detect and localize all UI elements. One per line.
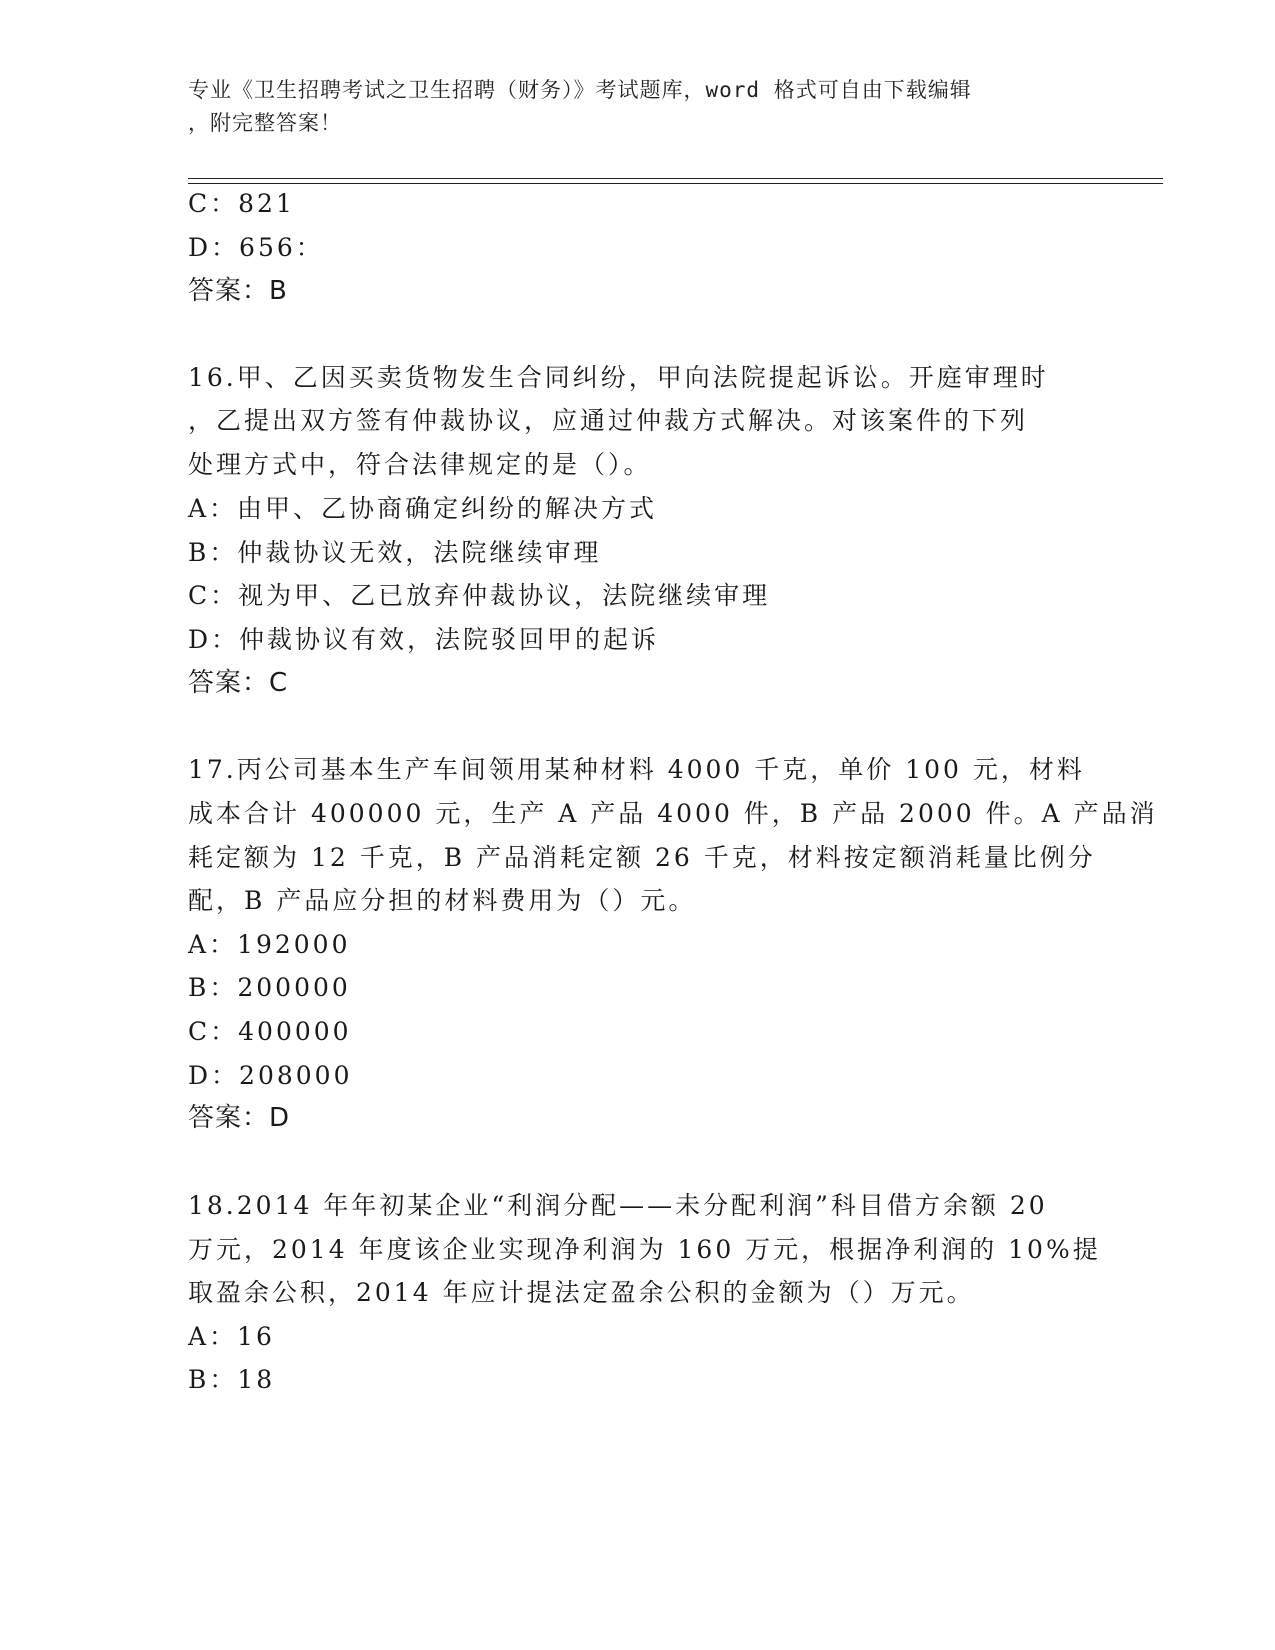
q16-stem-line-3: 处理方式中，符合法律规定的是（）。 <box>188 450 652 479</box>
prev-option-c: C：821 <box>188 189 295 218</box>
q18-stem-line-1: 18.2014 年年初某企业“利润分配——未分配利润”科目借方余额 20 <box>188 1191 1048 1220</box>
q16-stem-line-2: ，乙提出双方签有仲裁协议，应通过仲裁方式解决。对该案件的下列 <box>188 406 1029 435</box>
q17-stem-line-4: 配，B 产品应分担的材料费用为（）元。 <box>188 886 697 915</box>
q17-stem-line-1: 17.丙公司基本生产车间领用某种材料 4000 千克，单价 100 元，材料 <box>188 755 1085 784</box>
document-header <box>188 74 1088 140</box>
q18-stem-line-3: 取盈余公积，2014 年应计提法定盈余公积的金额为（）万元。 <box>188 1278 975 1307</box>
prev-answer: 答案：B <box>188 276 288 306</box>
q18-option-b: B：18 <box>188 1365 276 1394</box>
q17-option-b: B：200000 <box>188 973 351 1002</box>
q16-option-d: D：仲裁协议有效，法院驳回甲的起诉 <box>188 625 660 654</box>
q18-option-a: A：16 <box>188 1322 275 1351</box>
q17-answer: 答案：D <box>188 1103 291 1133</box>
q16-option-a: A：由甲、乙协商确定纠纷的解决方式 <box>188 494 658 523</box>
q17-stem-line-3: 耗定额为 12 千克，B 产品消耗定额 26 千克，材料按定额消耗量比例分 <box>188 843 1096 872</box>
q18-stem-line-2: 万元，2014 年度该企业实现净利润为 160 万元，根据净利润的 10%提 <box>188 1235 1101 1264</box>
q16-answer: 答案：C <box>188 668 289 698</box>
header-divider-bottom <box>188 183 1163 184</box>
q16-stem-line-1: 16.甲、乙因买卖货物发生合同纠纷，甲向法院提起诉讼。开庭审理时 <box>188 363 1049 392</box>
header-title-line-1: 专业《卫生招聘考试之卫生招聘（财务）》考试题库，word 格式可自由下载编辑 <box>188 78 972 102</box>
q16-option-c: C：视为甲、乙已放弃仲裁协议，法院继续审理 <box>188 581 771 610</box>
header-title-line-2: ，附完整答案！ <box>188 111 342 135</box>
q17-stem-line-2: 成本合计 400000 元，生产 A 产品 4000 件，B 产品 2000 件。A 产品消 <box>188 799 1158 828</box>
header-divider-top <box>188 178 1163 179</box>
q16-option-b: B：仲裁协议无效，法院继续审理 <box>188 538 602 567</box>
prev-option-d: D：656： <box>188 233 324 262</box>
q17-option-c: C：400000 <box>188 1017 352 1046</box>
q17-option-d: D：208000 <box>188 1061 353 1090</box>
q17-option-a: A：192000 <box>188 930 351 959</box>
